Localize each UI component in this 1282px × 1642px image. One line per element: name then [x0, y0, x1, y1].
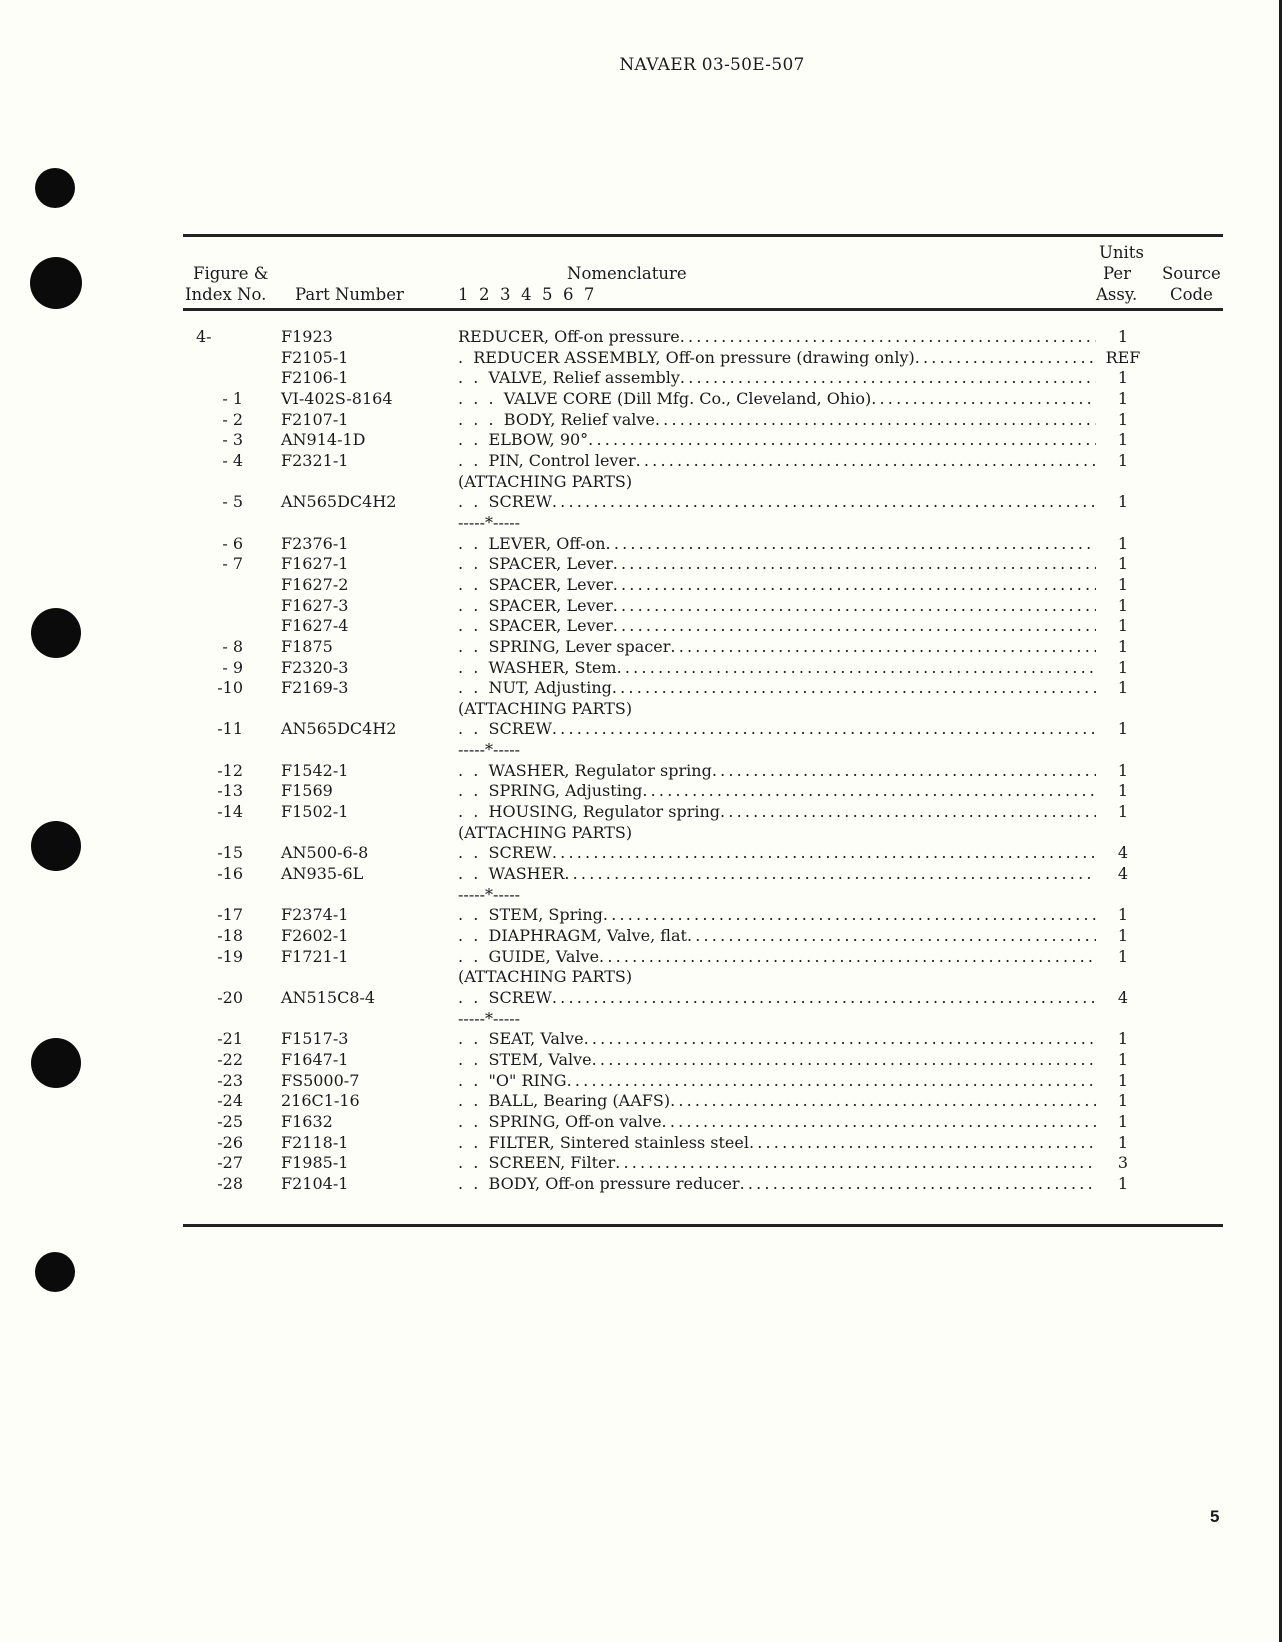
part-number: F1542-1 [281, 760, 349, 780]
nomenclature-text: . . SCREW [458, 719, 552, 739]
part-number: F2321-1 [281, 450, 349, 470]
table-note-row [0, 885, 1282, 906]
header-bottom-rule [183, 308, 1223, 311]
nomenclature [458, 843, 1096, 863]
nomenclature-text: . . STEM, Spring [458, 905, 603, 925]
index-number: - 2 [222, 409, 243, 429]
dot-leader [603, 905, 1096, 925]
nomenclature-text: . . "O" RING [458, 1070, 567, 1090]
dot-leader [612, 678, 1096, 698]
part-number: AN565DC4H2 [281, 719, 397, 739]
nomenclature [458, 1050, 1096, 1070]
dot-leader [915, 348, 1096, 368]
units-per-assembly: 3 [1117, 1153, 1129, 1173]
dot-leader [552, 492, 1096, 512]
header-units-line3: Assy. [1096, 285, 1138, 304]
units-per-assembly: 1 [1117, 1029, 1129, 1049]
part-number: 216C1-16 [281, 1091, 360, 1111]
part-number: F1647-1 [281, 1049, 349, 1069]
table-row [0, 678, 1282, 699]
units-per-assembly: 1 [1117, 760, 1129, 780]
table-row [0, 637, 1282, 658]
header-figure-line1: Figure & [193, 264, 269, 283]
nomenclature-text: -----*----- [458, 884, 521, 904]
table-row [0, 1071, 1282, 1092]
nomenclature-text: . . SCREW [458, 988, 552, 1007]
units-per-assembly: 1 [1117, 492, 1129, 512]
nomenclature [458, 1029, 1096, 1049]
part-number: F2376-1 [281, 533, 349, 553]
table-row [0, 430, 1282, 451]
table-row [0, 761, 1282, 782]
units-per-assembly: 1 [1117, 719, 1129, 739]
part-number: F2104-1 [281, 1173, 349, 1193]
dot-leader [687, 926, 1096, 946]
table-row [0, 988, 1282, 1009]
nomenclature [458, 1071, 1096, 1091]
table-row [0, 1029, 1282, 1050]
table-row [0, 719, 1282, 740]
index-number: 4- [196, 327, 212, 346]
nomenclature-text: . . WASHER, Stem [458, 657, 617, 677]
nomenclature-text: . . GUIDE, Valve [458, 946, 600, 966]
units-per-assembly: 1 [1117, 678, 1129, 698]
part-number: VI-402S-8164 [281, 388, 393, 408]
dot-leader [749, 1133, 1096, 1153]
part-number: F1721-1 [281, 946, 349, 966]
part-number: F1627-4 [281, 616, 349, 636]
nomenclature-text: . . SPACER, Lever [458, 574, 613, 594]
table-row [0, 1174, 1282, 1195]
table-row [0, 1050, 1282, 1071]
header-part-number: Part Number [295, 285, 404, 304]
table-row [0, 905, 1282, 926]
part-number: F1569 [281, 781, 333, 801]
part-number: FS5000-7 [281, 1070, 360, 1090]
nomenclature-text: . . LEVER, Off-on [458, 533, 606, 553]
index-number: -14 [217, 802, 243, 822]
units-per-assembly: 1 [1117, 1070, 1129, 1090]
nomenclature [458, 637, 1096, 657]
units-per-assembly: 1 [1117, 657, 1129, 677]
units-per-assembly: 1 [1117, 1173, 1129, 1193]
table-row [0, 451, 1282, 472]
index-number: - 3 [222, 430, 243, 450]
part-number: F2118-1 [281, 1132, 349, 1152]
units-per-assembly: 1 [1117, 946, 1129, 966]
table-row [0, 492, 1282, 513]
table-row [0, 1153, 1282, 1174]
index-number: -23 [217, 1070, 243, 1090]
dot-leader [613, 596, 1096, 616]
dot-leader [613, 575, 1096, 595]
nomenclature [458, 926, 1096, 946]
nomenclature [458, 492, 1096, 512]
table-row [0, 575, 1282, 596]
table-row [0, 616, 1282, 637]
table-row [0, 389, 1282, 410]
nomenclature [458, 616, 1096, 636]
nomenclature-text: . . WASHER, Regulator spring [458, 760, 712, 780]
units-per-assembly: 1 [1117, 905, 1129, 925]
index-number: -11 [217, 719, 243, 739]
nomenclature-text: . . NUT, Adjusting [458, 678, 612, 698]
document-id: NAVAER 03-50E-507 [619, 55, 805, 75]
nomenclature-text: . . VALVE, Relief assembly [458, 368, 680, 388]
part-number: F2107-1 [281, 409, 349, 429]
table-row [0, 1091, 1282, 1112]
units-per-assembly: 1 [1117, 388, 1129, 408]
index-number: -16 [217, 864, 243, 884]
nomenclature-text: . . SCREW [458, 492, 552, 512]
dot-leader [680, 368, 1096, 388]
nomenclature [458, 1091, 1096, 1111]
units-per-assembly: 1 [1117, 802, 1129, 822]
units-per-assembly: 1 [1117, 533, 1129, 553]
table-note-row [0, 1009, 1282, 1030]
dot-leader [680, 327, 1096, 347]
part-number: F1985-1 [281, 1153, 349, 1173]
dot-leader [636, 451, 1096, 471]
index-number: -22 [217, 1049, 243, 1069]
index-number: -15 [217, 843, 243, 863]
table-row [0, 534, 1282, 555]
dot-leader [642, 781, 1096, 801]
dot-leader [584, 1029, 1096, 1049]
nomenclature-text: . . . VALVE CORE (Dill Mfg. Co., Cleveland, Ohio) [458, 388, 872, 408]
nomenclature [458, 699, 1096, 719]
dot-leader [740, 1174, 1096, 1194]
index-number: -26 [217, 1132, 243, 1152]
units-per-assembly: 1 [1117, 1091, 1129, 1111]
part-number: F2169-3 [281, 678, 349, 698]
units-per-assembly: 1 [1117, 409, 1129, 429]
nomenclature [458, 781, 1096, 801]
nomenclature [458, 988, 1096, 1008]
units-per-assembly: 1 [1117, 926, 1129, 946]
dot-leader [712, 761, 1096, 781]
part-number: F1517-3 [281, 1029, 349, 1049]
nomenclature-text: . . BODY, Off-on pressure reducer [458, 1173, 740, 1193]
part-number: AN565DC4H2 [281, 492, 397, 512]
nomenclature [458, 864, 1096, 884]
nomenclature-text: . . FILTER, Sintered stainless steel [458, 1132, 749, 1152]
nomenclature-text: . . SPACER, Lever [458, 595, 613, 615]
units-per-assembly: 1 [1117, 1049, 1129, 1069]
part-number: F2320-3 [281, 657, 349, 677]
units-per-assembly: 1 [1117, 450, 1129, 470]
nomenclature [458, 513, 1096, 533]
dot-leader [617, 658, 1096, 678]
nomenclature-text: REDUCER, Off-on pressure [458, 327, 680, 346]
index-number: -19 [217, 946, 243, 966]
table-note-row [0, 513, 1282, 534]
table-row [0, 864, 1282, 885]
dot-leader [613, 616, 1096, 636]
table-note-row [0, 740, 1282, 761]
part-number: AN935-6L [281, 864, 364, 884]
nomenclature-text: . . SPRING, Off-on valve [458, 1111, 662, 1131]
nomenclature-text: . . HOUSING, Regulator spring [458, 802, 721, 822]
index-number: - 8 [222, 636, 243, 656]
nomenclature [458, 740, 1096, 760]
nomenclature-text: . REDUCER ASSEMBLY, Off-on pressure (drawing only) [458, 347, 915, 367]
index-number: -28 [217, 1173, 243, 1193]
index-number: - 6 [222, 533, 243, 553]
index-number: -10 [217, 678, 243, 698]
units-per-assembly: 1 [1117, 327, 1129, 346]
nomenclature [458, 761, 1096, 781]
dot-leader [552, 988, 1096, 1008]
dot-leader [599, 947, 1096, 967]
index-number: -24 [217, 1091, 243, 1111]
table-note-row [0, 699, 1282, 720]
header-figure-line2: Index No. [185, 285, 267, 304]
index-number: -20 [217, 988, 243, 1007]
dot-leader [871, 389, 1096, 409]
dot-leader [588, 430, 1096, 450]
index-number: - 1 [222, 388, 243, 408]
units-per-assembly: 1 [1117, 616, 1129, 636]
punch-hole [35, 1252, 75, 1292]
index-number: -21 [217, 1029, 243, 1049]
dot-leader [552, 719, 1096, 739]
units-per-assembly: 1 [1117, 781, 1129, 801]
header-units-line1: Units [1099, 243, 1144, 262]
part-number: F1923 [281, 327, 333, 346]
units-per-assembly: 4 [1117, 843, 1129, 863]
units-per-assembly: 4 [1117, 988, 1129, 1007]
nomenclature-text: . . . BODY, Relief valve [458, 409, 655, 429]
dot-leader [662, 1112, 1096, 1132]
part-number: AN515C8-4 [281, 988, 376, 1007]
header-top-rule [183, 234, 1223, 237]
units-per-assembly: 1 [1117, 368, 1129, 388]
nomenclature-text: . . PIN, Control lever [458, 450, 636, 470]
nomenclature [458, 410, 1096, 430]
nomenclature-text: . . SPACER, Lever [458, 554, 613, 574]
table-row [0, 802, 1282, 823]
dot-leader [670, 1091, 1096, 1111]
nomenclature [458, 967, 1096, 987]
nomenclature-text: -----*----- [458, 512, 521, 532]
header-levels: 1 2 3 4 5 6 7 [458, 285, 595, 304]
dot-leader [655, 410, 1096, 430]
nomenclature-text: (ATTACHING PARTS) [458, 967, 633, 987]
nomenclature-text: (ATTACHING PARTS) [458, 471, 633, 491]
nomenclature-text: . . DIAPHRAGM, Valve, flat [458, 926, 687, 946]
dot-leader [564, 864, 1096, 884]
part-number: F1627-3 [281, 595, 349, 615]
index-number: - 9 [222, 657, 243, 677]
nomenclature-text: . . ELBOW, 90° [458, 430, 589, 450]
dot-leader [567, 1071, 1096, 1091]
units-per-assembly: 1 [1117, 1111, 1129, 1131]
nomenclature-text: . . SPRING, Lever spacer [458, 636, 671, 656]
nomenclature [458, 368, 1096, 388]
index-number: - 5 [222, 492, 243, 512]
part-number: F2602-1 [281, 926, 349, 946]
nomenclature [458, 1133, 1096, 1153]
part-number: F2106-1 [281, 368, 349, 388]
table-row [0, 1112, 1282, 1133]
table-row [0, 926, 1282, 947]
dot-leader [720, 802, 1096, 822]
nomenclature-text: . . SPRING, Adjusting [458, 781, 643, 801]
part-number: AN500-6-8 [281, 843, 369, 863]
header-source-line2: Code [1170, 285, 1213, 304]
nomenclature [458, 327, 1096, 347]
index-number: -12 [217, 760, 243, 780]
nomenclature-text: -----*----- [458, 1008, 521, 1028]
header-units-line2: Per [1103, 264, 1132, 283]
part-number: F1502-1 [281, 802, 349, 822]
table-row [0, 658, 1282, 679]
nomenclature [458, 534, 1096, 554]
nomenclature-text: . . SCREW [458, 843, 552, 863]
table-bottom-rule [183, 1224, 1223, 1227]
index-number: -27 [217, 1153, 243, 1173]
nomenclature [458, 678, 1096, 698]
part-number: F1632 [281, 1111, 333, 1131]
units-per-assembly: 1 [1117, 1132, 1129, 1152]
nomenclature [458, 472, 1096, 492]
table-row [0, 843, 1282, 864]
nomenclature [458, 802, 1096, 822]
nomenclature-text: . . BALL, Bearing (AAFS) [458, 1091, 671, 1111]
dot-leader [552, 843, 1096, 863]
parts-list [0, 327, 1282, 1195]
units-per-assembly: 1 [1117, 595, 1129, 615]
nomenclature-text: . . SCREEN, Filter [458, 1153, 616, 1173]
nomenclature [458, 905, 1096, 925]
part-number: F1627-2 [281, 574, 349, 594]
nomenclature-text: . . SEAT, Valve [458, 1029, 584, 1049]
nomenclature [458, 389, 1096, 409]
table-note-row [0, 823, 1282, 844]
units-per-assembly: 1 [1117, 636, 1129, 656]
nomenclature-text: . . STEM, Valve [458, 1049, 592, 1069]
nomenclature [458, 596, 1096, 616]
nomenclature [458, 1112, 1096, 1132]
part-number: F2105-1 [281, 347, 349, 367]
nomenclature [458, 658, 1096, 678]
part-number: AN914-1D [281, 430, 366, 450]
nomenclature [458, 430, 1096, 450]
nomenclature [458, 348, 1096, 368]
nomenclature [458, 554, 1096, 574]
nomenclature [458, 451, 1096, 471]
page-number: 5 [1210, 1507, 1220, 1526]
table-row [0, 327, 1282, 348]
header-source-line1: Source [1162, 264, 1221, 283]
part-number: F1875 [281, 636, 333, 656]
nomenclature-text: (ATTACHING PARTS) [458, 822, 633, 842]
nomenclature-text: . . SPACER, Lever [458, 616, 613, 636]
nomenclature-text: (ATTACHING PARTS) [458, 698, 633, 718]
index-number: -25 [217, 1111, 243, 1131]
table-row [0, 947, 1282, 968]
header-nomenclature: Nomenclature [567, 264, 687, 283]
dot-leader [592, 1050, 1096, 1070]
dot-leader [670, 637, 1096, 657]
dot-leader [606, 534, 1096, 554]
index-number: -17 [217, 905, 243, 925]
table-row [0, 554, 1282, 575]
table-row [0, 368, 1282, 389]
nomenclature [458, 719, 1096, 739]
nomenclature [458, 1009, 1096, 1029]
table-row [0, 348, 1282, 369]
units-per-assembly: 1 [1117, 574, 1129, 594]
table-note-row [0, 472, 1282, 493]
index-number: - 4 [222, 450, 243, 470]
nomenclature [458, 947, 1096, 967]
table-row [0, 1133, 1282, 1154]
index-number: - 7 [222, 554, 243, 574]
dot-leader [615, 1153, 1096, 1173]
nomenclature [458, 823, 1096, 843]
nomenclature [458, 1174, 1096, 1194]
index-number: -18 [217, 926, 243, 946]
punch-hole [35, 168, 75, 208]
dot-leader [613, 554, 1096, 574]
units-per-assembly: 1 [1117, 430, 1129, 450]
nomenclature [458, 575, 1096, 595]
nomenclature [458, 1153, 1096, 1173]
table-note-row [0, 967, 1282, 988]
units-per-assembly: REF [1105, 347, 1141, 367]
punch-hole [30, 257, 82, 309]
units-per-assembly: 1 [1117, 554, 1129, 574]
index-number: -13 [217, 781, 243, 801]
units-per-assembly: 4 [1117, 864, 1129, 884]
table-row [0, 410, 1282, 431]
table-row [0, 596, 1282, 617]
part-number: F1627-1 [281, 554, 349, 574]
nomenclature-text: -----*----- [458, 740, 521, 760]
nomenclature-text: . . WASHER [458, 864, 565, 884]
table-row [0, 781, 1282, 802]
nomenclature [458, 885, 1096, 905]
part-number: F2374-1 [281, 905, 349, 925]
